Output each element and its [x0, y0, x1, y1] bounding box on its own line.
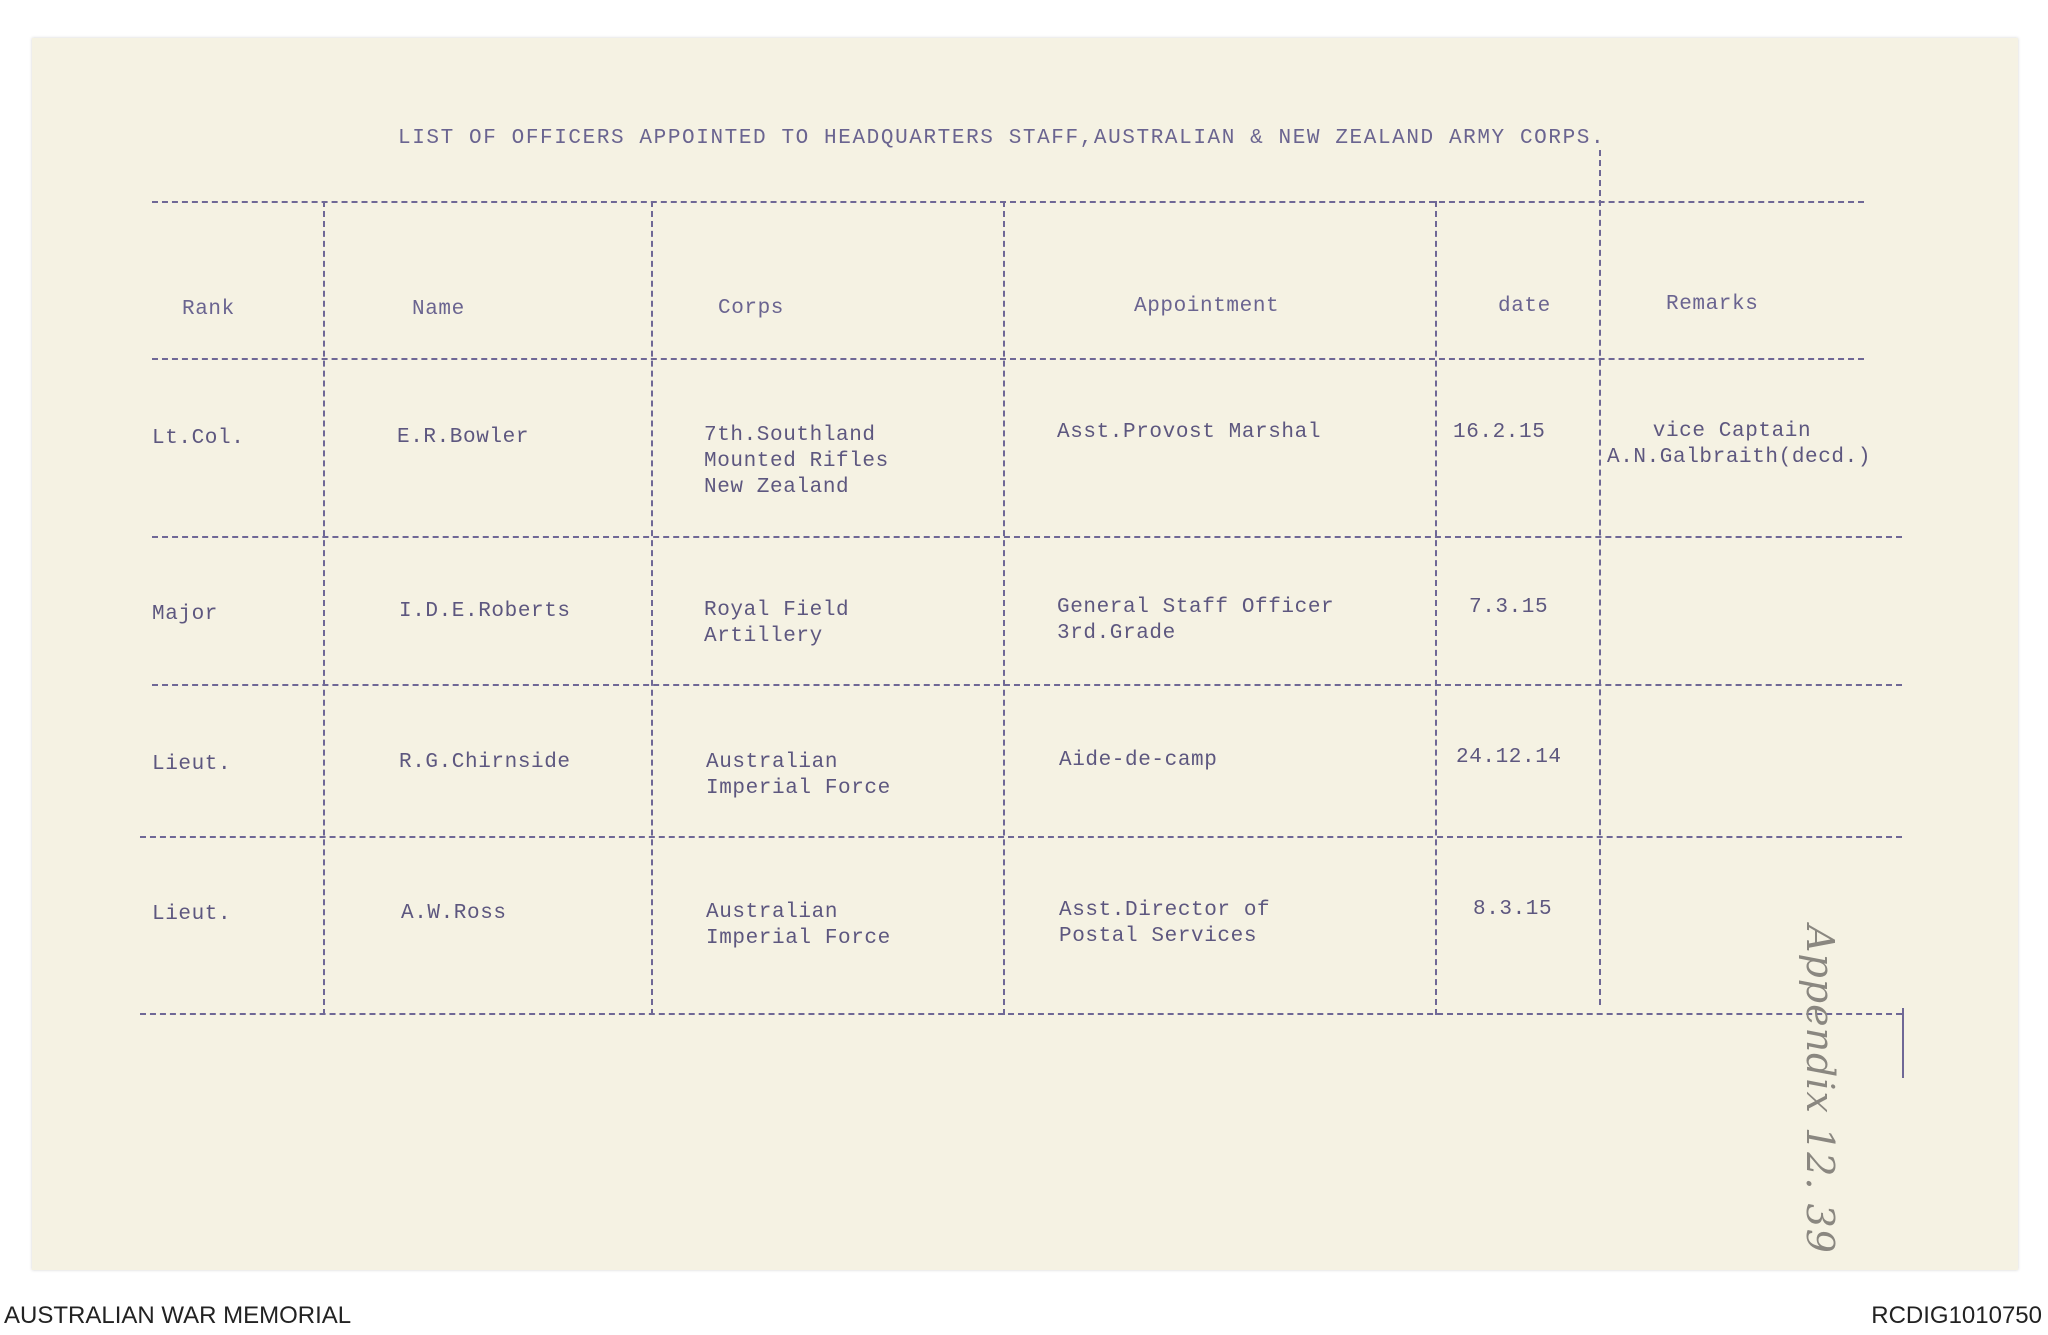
row2-appointment: General Staff Officer 3rd.Grade	[1057, 596, 1335, 645]
row1-remarks: vice Captain A.N.Galbraith(decd.)	[1607, 420, 1872, 469]
header-remarks: Remarks	[1666, 293, 1759, 316]
footer-institution: AUSTRALIAN WAR MEMORIAL	[4, 1302, 352, 1329]
footer-record-id: RCDIG1010750	[1871, 1302, 2042, 1329]
table-rule-header	[152, 358, 1864, 360]
paper-sheet	[32, 38, 2018, 1270]
table-col-divider-3	[1003, 201, 1005, 1015]
row4-name: A.W.Ross	[401, 902, 507, 925]
row4-date: 8.3.15	[1473, 898, 1553, 921]
bracket-mark	[1902, 1008, 1904, 1078]
document-title: LIST OF OFFICERS APPOINTED TO HEADQUARTERS STAFF,AUSTRALIAN & NEW ZEALAND ARMY CORPS.	[398, 127, 1606, 150]
table-rule-row3	[140, 836, 1902, 838]
row2-corps: Royal Field Artillery	[704, 599, 850, 648]
row1-name: E.R.Bowler	[397, 426, 530, 449]
row4-appointment: Asst.Director of Postal Services	[1059, 899, 1271, 948]
row3-name: R.G.Chirnside	[399, 751, 571, 774]
table-rule-bottom	[140, 1013, 1902, 1015]
row1-rank: Lt.Col.	[152, 427, 245, 450]
row2-rank: Major	[152, 603, 219, 626]
row1-appointment: Asst.Provost Marshal	[1057, 421, 1322, 444]
table-col-divider-1	[323, 201, 325, 1015]
header-date: date	[1498, 295, 1551, 318]
table-col-divider-5	[1599, 150, 1601, 1005]
row3-appointment: Aide-de-camp	[1059, 749, 1218, 772]
row2-name: I.D.E.Roberts	[399, 600, 571, 623]
row3-rank: Lieut.	[152, 753, 232, 776]
row4-corps: Australian Imperial Force	[706, 901, 891, 950]
table-rule-top	[152, 201, 1864, 203]
table-col-divider-2	[651, 201, 653, 1015]
row3-corps: Australian Imperial Force	[706, 751, 891, 800]
row1-date: 16.2.15	[1453, 421, 1546, 444]
header-rank: Rank	[182, 298, 235, 321]
handwritten-appendix-note: Appendix 12. 39	[1798, 925, 1842, 1254]
row3-date: 24.12.14	[1456, 746, 1562, 769]
header-appointment: Appointment	[1134, 295, 1280, 318]
row2-date: 7.3.15	[1469, 596, 1549, 619]
header-name: Name	[412, 298, 465, 321]
row1-corps: 7th.Southland Mounted Rifles New Zealand	[704, 424, 889, 499]
header-corps: Corps	[718, 297, 785, 320]
table-rule-row1	[152, 536, 1902, 538]
row4-rank: Lieut.	[152, 903, 232, 926]
table-col-divider-4	[1435, 201, 1437, 1015]
table-rule-row2	[152, 684, 1902, 686]
